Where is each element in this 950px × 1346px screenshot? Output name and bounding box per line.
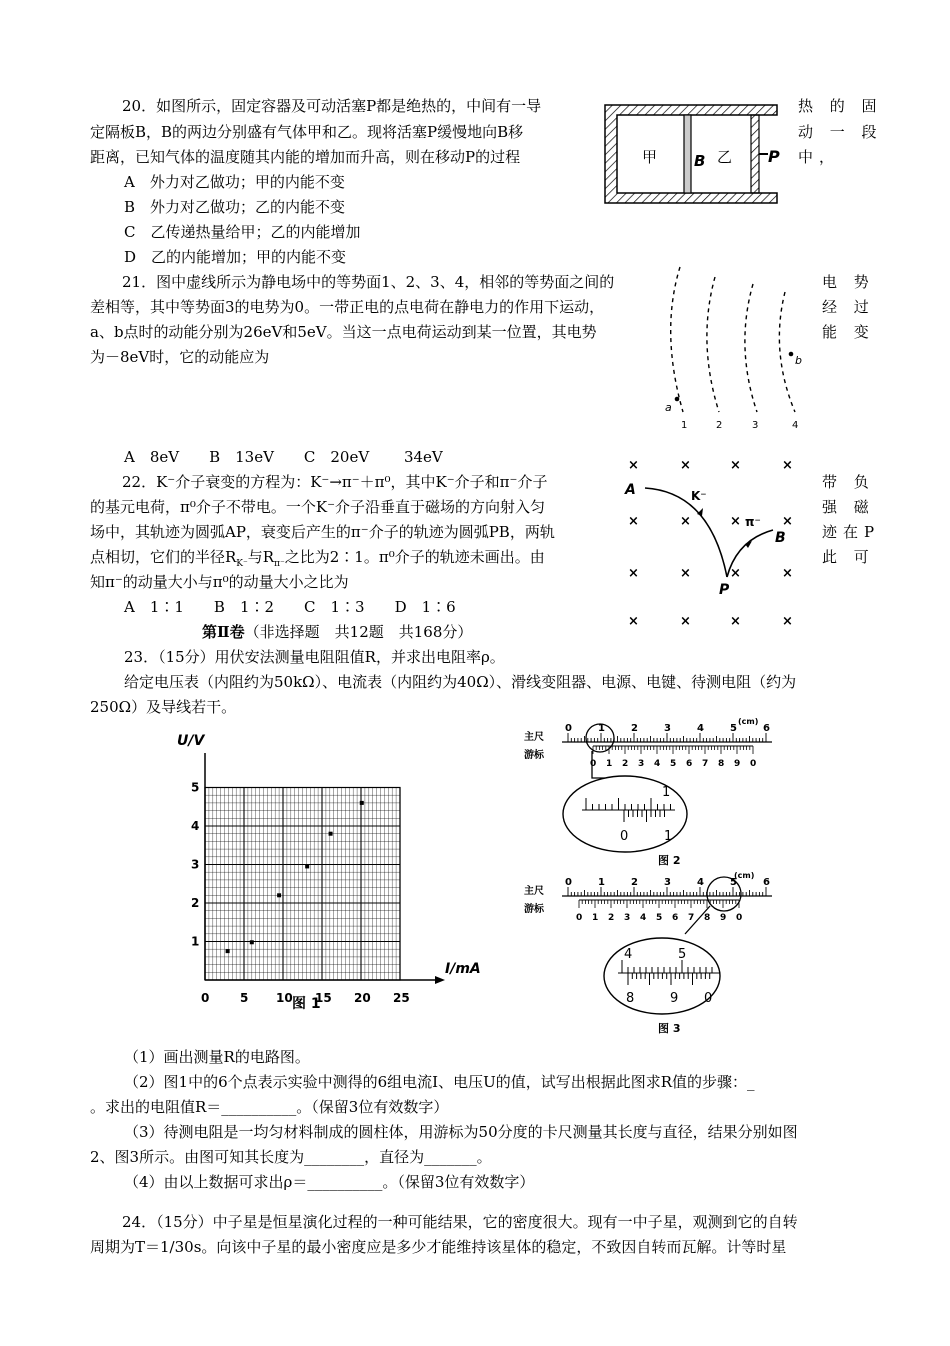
q22-line4: 点相切，它们的半径$R_{K^-}$与$R_{\pi^-}$之比为2∶1。π⁰介子的轨迹未画出。由 — [90, 548, 545, 569]
q22-line4-right: 此 可 — [822, 548, 875, 566]
fig2-caption: 图 2 — [658, 854, 681, 867]
field-x-mark: × — [730, 514, 741, 529]
x-tick-label: 0 — [201, 991, 210, 1005]
q20-container-figure — [600, 100, 785, 210]
vernier-scale-label: 9 — [734, 759, 741, 769]
surface-1: 1 — [681, 420, 688, 431]
point-b: b — [795, 354, 802, 367]
q22-options: A 1∶1 B 1∶2 C 1∶3 D 1∶6 — [124, 598, 456, 616]
main-scale-label: 3 — [664, 723, 671, 734]
x-tick-label: 15 — [315, 991, 332, 1005]
field-x-mark: × — [730, 458, 741, 473]
field-x-mark: × — [680, 614, 691, 629]
y-tick-label: 2 — [191, 896, 200, 910]
q23-step4: （4）由以上数据可求出ρ＝__________。（保留3位有效数字） — [124, 1173, 535, 1191]
q23-line1: 23．（15分）用伏安法测量电阻阻值R，并求出电阻率ρ。 — [124, 648, 505, 666]
q23-step3-line1: （3）待测电阻是一均匀材料制成的圆柱体，用游标为50分度的卡尺测量其长度与直径，结果分别如图 — [124, 1123, 798, 1141]
main-scale-label: 0 — [565, 723, 572, 734]
q21-line2: 差相等，其中等势面3的电势为0。一带正电的点电荷在静电力的作用下运动， — [90, 298, 605, 316]
x-tick-label: 5 — [240, 991, 249, 1005]
y-tick-label: 5 — [191, 780, 200, 795]
q20-line1: 20．如图所示，固定容器及可动活塞P都是绝热的，中间有一导 — [122, 97, 542, 115]
q20-option-a: A 外力对乙做功；甲的内能不变 — [124, 173, 345, 191]
q20-line1-right: 热 的 固 — [798, 97, 883, 115]
main-scale-label: 1 — [598, 877, 605, 888]
point-a: a — [665, 401, 672, 414]
q21-options: A 8eV B 13eV C 20eV 34eV — [124, 448, 443, 466]
fig3-unit: (cm) — [734, 871, 755, 880]
q20-line2-right: 动 一 段 — [798, 123, 883, 141]
q21-equipotential-figure — [655, 262, 815, 432]
q22-line5: 知π⁻的动量大小与π⁰的动量大小之比为 — [90, 573, 349, 591]
vernier-scale-label: 6 — [686, 759, 693, 769]
main-scale-label: 6 — [763, 877, 770, 888]
field-x-mark: × — [782, 614, 793, 629]
main-scale-label: 4 — [697, 723, 704, 734]
q24-line2: 周期为T＝1/30s。向该中子星的最小密度应是多少才能维持该星体的稳定，不致因自转而瓦解。计等时星 — [90, 1238, 787, 1256]
q23-line2: 给定电压表（内阻约为50kΩ）、电流表（内阻约为40Ω）、滑线变阻器、电源、电键、待测电阻（约为 — [124, 673, 797, 691]
fig2-caliper — [520, 718, 780, 868]
field-x-mark: × — [730, 566, 741, 581]
q23-step2-line2: 。求出的电阻值R＝__________。（保留3位有效数字） — [90, 1098, 449, 1116]
vernier-scale-label: 4 — [654, 759, 661, 769]
field-x-mark: × — [782, 514, 793, 529]
q21-line1-right: 电 势 — [822, 273, 875, 291]
vernier-scale-label: 7 — [688, 913, 695, 923]
x-tick-label: 10 — [276, 991, 293, 1005]
fig3-vernier-label: 游标 — [524, 904, 544, 915]
field-x-mark: × — [782, 566, 793, 581]
q23-step3-line2: 2、图3所示。由图可知其长度为________，直径为_______。 — [90, 1148, 492, 1166]
q22-line2: 的基元电荷，π⁰介子不带电。一个K⁻介子沿垂直于磁场的方向射入匀 — [90, 498, 545, 516]
q22-line1-right: 带 负 — [822, 473, 875, 491]
fig3-zoom-main-4: 4 — [624, 947, 633, 962]
point-B: B — [775, 530, 786, 546]
q22-magnetic-field-figure — [615, 452, 793, 632]
vernier-scale-label: 8 — [718, 759, 725, 769]
main-scale-label: 3 — [664, 877, 671, 888]
fig3-caption: 图 3 — [658, 1022, 681, 1035]
vernier-scale-label: 9 — [720, 913, 727, 923]
x-tick-label: 20 — [354, 991, 371, 1005]
fig2-zoom-vern-0: 0 — [620, 829, 629, 844]
vernier-scale-label: 0 — [590, 759, 597, 769]
vernier-scale-label: 6 — [672, 913, 679, 923]
q23-step1: （1）画出测量R的电路图。 — [124, 1048, 310, 1066]
surface-3: 3 — [752, 420, 759, 431]
data-point — [360, 801, 364, 805]
fig2-main-label: 主尺 — [524, 732, 544, 743]
vernier-scale-label: 5 — [656, 913, 663, 923]
field-x-mark: × — [628, 514, 639, 529]
fig1-xlabel: I/mA — [445, 961, 481, 977]
vernier-scale-label: 0 — [736, 913, 743, 923]
label-P: P — [768, 147, 780, 166]
vernier-scale-label: 8 — [704, 913, 711, 923]
surface-4: 4 — [792, 420, 799, 431]
fig3-caliper — [520, 872, 780, 1037]
y-tick-label: 1 — [191, 934, 200, 949]
data-point — [329, 832, 333, 836]
q21-line3-right: 能 变 — [822, 323, 875, 341]
data-point — [305, 864, 309, 868]
vernier-scale-label: 3 — [638, 759, 645, 769]
main-scale-label: 5 — [730, 723, 737, 734]
data-point — [250, 940, 254, 944]
q22-line3-right: 迹在P — [822, 523, 881, 541]
fig3-zoom-vern-9: 9 — [670, 991, 679, 1006]
vernier-scale-label: 7 — [702, 759, 709, 769]
point-P: P — [719, 582, 730, 598]
q23-line3: 250Ω）及导线若干。 — [90, 698, 237, 716]
vernier-scale-label: 2 — [608, 913, 615, 923]
q20-option-b: B 外力对乙做功；乙的内能不变 — [124, 198, 346, 216]
q22-line2-right: 强 磁 — [822, 498, 875, 516]
point-A: A — [625, 482, 636, 498]
fig3-zoom-vern-0: 0 — [704, 991, 713, 1006]
vernier-scale-label: 0 — [750, 759, 757, 769]
fig1-caption: 图 1 — [292, 996, 321, 1012]
field-x-mark: × — [730, 614, 741, 629]
x-tick-label: 25 — [393, 991, 410, 1005]
main-scale-label: 2 — [631, 723, 638, 734]
label-yi: 乙 — [717, 148, 733, 166]
fig1-ui-chart — [165, 725, 485, 1045]
main-scale-label: 4 — [697, 877, 704, 888]
main-scale-label: 0 — [565, 877, 572, 888]
main-scale-label: 5 — [730, 877, 737, 888]
q20-line2: 定隔板B，B的两边分别盛有气体甲和乙。现将活塞P缓慢地向B移 — [90, 123, 524, 141]
label-B: B — [694, 152, 706, 170]
main-scale-label: 6 — [763, 723, 770, 734]
q20-line3: 距离，已知气体的温度随其内能的增加而升高，则在移动P的过程 — [90, 148, 521, 166]
q21-line4: 为－8eV时，它的动能应为 — [90, 348, 270, 366]
q21-line2-right: 经 过 — [822, 298, 875, 316]
fig1-ylabel: U/V — [177, 733, 205, 749]
q20-option-c: C 乙传递热量给甲；乙的内能增加 — [124, 223, 361, 241]
vernier-scale-label: 5 — [670, 759, 677, 769]
field-x-mark: × — [680, 458, 691, 473]
q22-line1: 22．K⁻介子衰变的方程为：K⁻→π⁻＋π⁰，其中K⁻介子和π⁻介子 — [122, 473, 548, 491]
label-K-meson: K⁻ — [691, 489, 707, 503]
q24-line1: 24．（15分）中子星是恒星演化过程的一种可能结果，它的密度很大。现有一中子星，观测到它的自转 — [122, 1213, 798, 1231]
vernier-scale-label: 3 — [624, 913, 631, 923]
field-x-mark: × — [628, 458, 639, 473]
y-tick-label: 4 — [191, 819, 200, 833]
q23-step2-line1: （2）图1中的6个点表示实验中测得的6组电流I、电压U的值，试写出根据此图求R值的步骤：_ — [124, 1073, 755, 1091]
main-scale-label: 2 — [631, 877, 638, 888]
data-point — [226, 949, 230, 953]
field-x-mark: × — [782, 458, 793, 473]
surface-2: 2 — [716, 420, 723, 431]
section2-heading: 第Ⅱ卷（非选择题 共12题 共168分） — [202, 623, 473, 641]
y-tick-label: 3 — [191, 857, 200, 872]
vernier-scale-label: 1 — [592, 913, 599, 923]
fig3-zoom-vern-8: 8 — [626, 991, 635, 1006]
vernier-scale-label: 1 — [606, 759, 613, 769]
label-jia: 甲 — [642, 148, 658, 166]
field-x-mark: × — [628, 614, 639, 629]
vernier-scale-label: 0 — [576, 913, 583, 923]
fig2-zoom-vern-1: 1 — [664, 829, 673, 844]
field-x-mark: × — [680, 514, 691, 529]
vernier-scale-label: 4 — [640, 913, 647, 923]
field-x-mark: × — [680, 566, 691, 581]
q20-option-d: D 乙的内能增加；甲的内能不变 — [124, 248, 347, 266]
label-pi-meson: π⁻ — [745, 515, 761, 529]
q21-line1: 21．图中虚线所示为静电场中的等势面1、2、3、4，相邻的等势面之间的 — [122, 273, 615, 291]
fig3-main-label: 主尺 — [524, 886, 544, 897]
fig2-zoom-main-1: 1 — [662, 785, 671, 800]
field-x-mark: × — [628, 566, 639, 581]
vernier-scale-label: 2 — [622, 759, 629, 769]
q22-line3: 场中，其轨迹为圆弧AP，衰变后产生的π⁻介子的轨迹为圆弧PB，两轨 — [90, 523, 555, 541]
fig3-zoom-main-5: 5 — [678, 947, 687, 962]
fig2-unit: (cm) — [738, 717, 759, 726]
fig2-vernier-label: 游标 — [524, 750, 544, 761]
data-point — [277, 893, 281, 897]
q21-line3: a、b点时的动能分别为26eV和5eV。当这一点电荷运动到某一位置，其电势 — [90, 323, 597, 341]
main-scale-label: 1 — [598, 723, 605, 734]
q20-line3-right: 中， — [798, 148, 841, 166]
